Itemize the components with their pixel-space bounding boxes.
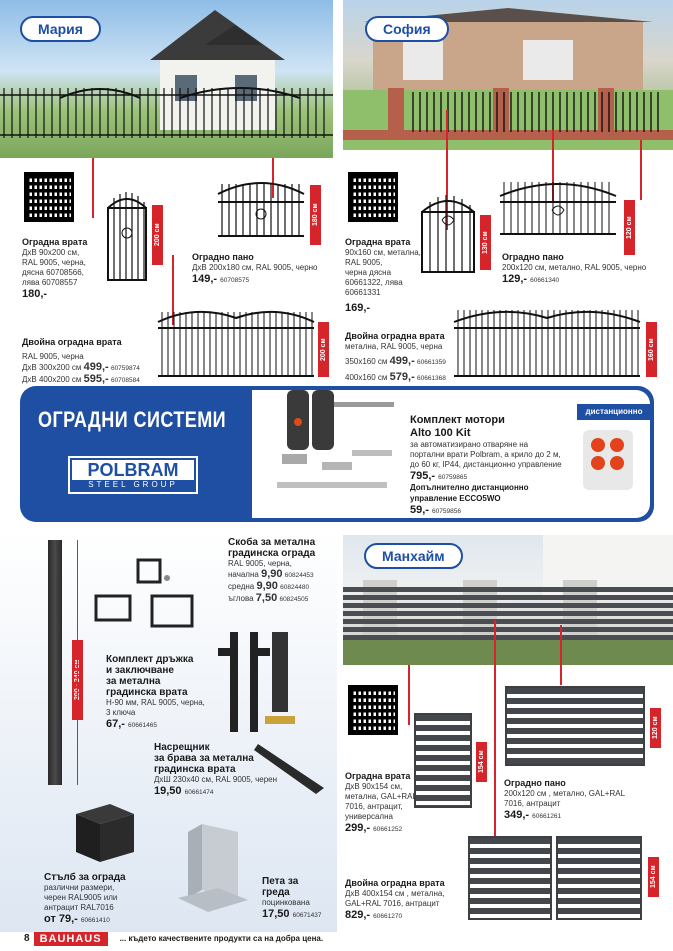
maria-gate-title: Оградна врата [22, 237, 88, 247]
post-price: от 79,- [44, 913, 78, 925]
handle-image [210, 628, 300, 738]
foot-plate-image [168, 818, 258, 928]
sofia-double-code: 60661368 [416, 375, 446, 382]
striker-price: 19,50 [154, 785, 182, 797]
remote-button-icon [591, 456, 605, 470]
motor-kit-price: 795,- [410, 470, 436, 482]
sofia-panel-height: 120 см [624, 200, 635, 255]
maria-gate-desc: лява 60708557 [22, 278, 78, 287]
sofia-double-title: Двойна оградна врата [345, 331, 445, 341]
manheim-gate-desc: 7016, антрацит, [345, 802, 403, 811]
sofia-gate-title: Оградна врата [345, 237, 411, 247]
manheim-double-price: 829,- [345, 909, 371, 921]
manheim-connector [494, 620, 496, 860]
sofia-tag: София [365, 16, 449, 42]
clip-code: 60824453 [284, 572, 314, 579]
manheim-panel-code: 60661261 [532, 813, 562, 820]
footer-slogan: ... където качествените продукти са на добра цена. [119, 934, 324, 943]
maria-panel-height: 180 см [310, 185, 321, 245]
maria-double-code: 60708584 [110, 377, 140, 384]
sofia-gate-image [418, 190, 478, 275]
maria-double-desc: RAL 9005, черна [22, 352, 84, 361]
manheim-panel-info [504, 778, 654, 821]
maria-gate-height: 200 см [152, 205, 163, 265]
manheim-panel-desc: 200х120 см , метално, GAL+RAL [504, 789, 626, 798]
maria-double-info [22, 337, 162, 386]
sofia-panel-price: 129,- [502, 273, 528, 285]
maria-panel-code: 60708575 [220, 277, 250, 284]
manheim-qr-code[interactable] [348, 685, 398, 735]
manheim-double-desc: ДхВ 400х154 см , метална, [345, 889, 445, 898]
post-image [48, 540, 62, 785]
manheim-tag: Манхайм [364, 543, 463, 569]
manheim-double-title: Двойна оградна врата [345, 878, 445, 888]
maria-panel-price: 149,- [192, 273, 218, 285]
clip-price: 9,90 [256, 580, 278, 592]
maria-gate-info [22, 237, 102, 300]
post-info [44, 872, 144, 925]
clip-desc: RAL 9005, черна, [228, 559, 292, 568]
maria-qr-code[interactable] [24, 172, 74, 222]
sofia-gate-desc: 90х160 см, метална, [345, 248, 421, 257]
sofia-panel-code: 60661340 [530, 277, 560, 284]
maria-double-size: ДхВ 300х200 см [22, 363, 82, 372]
extra-remote-title: управление ECCO5WO [410, 494, 501, 503]
extra-remote-price: 59,- [410, 504, 429, 516]
post-desc: черен RAL9005 или [44, 893, 118, 902]
manheim-double-gate-right [556, 836, 642, 920]
motor-kit-image [262, 382, 402, 512]
handle-desc: Н-90 мм, RAL 9005, черна, [106, 698, 205, 707]
maria-tag: Мария [20, 16, 101, 42]
sofia-panel-image [498, 172, 618, 242]
handle-price: 67,- [106, 718, 125, 730]
maria-panel-image [216, 172, 306, 242]
remote-button-icon [610, 456, 624, 470]
manheim-double-gate-left [468, 836, 552, 920]
striker-image [252, 738, 332, 798]
remote-image [583, 430, 633, 490]
post-desc: антрацит RAL7016 [44, 903, 114, 912]
sofia-double-size: 400х160 см [345, 373, 388, 382]
page-number: 8 [24, 933, 30, 944]
sofia-double-gate-image [452, 298, 642, 380]
striker-title: Насрещник [154, 742, 210, 753]
clip-title: градинска ограда [228, 548, 316, 559]
sofia-panel-title: Оградно пано [502, 252, 564, 262]
sofia-qr-code[interactable] [348, 172, 398, 222]
sofia-gate-desc: RAL 9005, [345, 258, 383, 267]
maria-double-size: ДхВ 400х200 см [22, 375, 82, 384]
manheim-gate-code: 60661252 [373, 826, 403, 833]
maria-double-price: 499,- [83, 361, 109, 373]
maria-panel-title: Оградно пано [192, 252, 254, 262]
manheim-gate-info [345, 771, 425, 834]
motor-kit-info [410, 414, 570, 516]
sofia-double-price: 579,- [389, 371, 415, 383]
extra-remote-code: 60759856 [432, 508, 461, 515]
manheim-gate-desc: ДхВ 90х154 см, [345, 782, 403, 791]
handle-code: 60661465 [128, 722, 157, 729]
foot-plate-desc: поцинкована [262, 898, 310, 907]
manheim-panel-title: Оградно пано [504, 778, 566, 788]
sofia-panel-info [502, 252, 667, 285]
maria-panel-info [192, 252, 332, 285]
handle-info [106, 654, 216, 730]
manheim-connector [408, 665, 410, 725]
maria-panel-desc: ДхВ 200х180 см, RAL 9005, черно [192, 263, 318, 272]
foot-plate-code: 60671437 [292, 912, 322, 919]
sofia-double-price: 499,- [389, 355, 415, 367]
foot-plate-title: греда [262, 887, 290, 898]
clip-variant: средна [228, 582, 255, 591]
foot-plate-info [262, 876, 338, 920]
bauhaus-logo[interactable]: BAUHAUS [34, 932, 108, 946]
maria-double-title: Двойна оградна врата [22, 337, 122, 347]
striker-code: 60661474 [184, 789, 214, 796]
polbram-logo-text: POLBRAM [72, 460, 194, 480]
striker-title: градинска врата [154, 764, 236, 775]
maria-gate-price: 180,- [22, 288, 48, 300]
manheim-double-info [345, 878, 465, 921]
clip-variant: начална [228, 570, 259, 579]
motor-kit-title: Alto 100 Kit [410, 427, 471, 439]
sofia-double-size: 350х160 см [345, 357, 388, 366]
remote-button-icon [610, 438, 624, 452]
sofia-gate-desc: черна дясна [345, 268, 392, 277]
extra-remote-title: Допълнително дистанционно [410, 483, 529, 492]
sofia-gate-price: 169,- [345, 302, 371, 314]
manheim-gate-height: 154 см [476, 742, 487, 782]
post-dim-line [77, 540, 78, 785]
post-title: Стълб за ограда [44, 872, 126, 883]
post-cap-image [70, 800, 140, 870]
remote-button-icon [591, 438, 605, 452]
maria-double-gate-image [156, 300, 316, 380]
motor-kit-desc: за автоматизирано отваряне на [410, 440, 529, 449]
manheim-connector [560, 625, 562, 685]
manheim-double-desc: GAL+RAL 7016, антрацит [345, 899, 440, 908]
banner-heading: ОГРАДНИ СИСТЕМИ [38, 407, 227, 432]
polbram-logo-subtext: STEEL GROUP [88, 480, 178, 489]
manheim-double-height: 154 см [648, 857, 659, 897]
clip-price: 7,50 [255, 592, 278, 604]
handle-title: градинска врата [106, 687, 188, 698]
maria-gate-image [104, 188, 150, 283]
clip-price: 9,90 [261, 568, 283, 580]
handle-title: и заключване [106, 665, 174, 676]
sofia-double-code: 60661359 [416, 359, 446, 366]
manheim-panel-height: 120 см [650, 708, 661, 748]
manheim-panel-desc: 7016, антрацит [504, 799, 561, 808]
manheim-gate-price: 299,- [345, 822, 371, 834]
maria-connector [92, 158, 94, 174]
sofia-connector [640, 140, 642, 200]
manheim-gate-desc: метална, GAL+RAL [345, 792, 417, 801]
manheim-panel-price: 349,- [504, 809, 530, 821]
sofia-gate-desc: 60661322, лява [345, 278, 403, 287]
maria-double-code: 60759874 [110, 365, 140, 372]
striker-desc: ДхШ 230х40 см, RAL 9005, черен [154, 775, 278, 784]
sofia-double-info [345, 331, 455, 384]
clip-code: 60824505 [279, 596, 309, 603]
motor-kit-desc: портални врати Polbram, а крило до 2 м, [410, 450, 561, 459]
clip-info [228, 537, 338, 605]
maria-double-price: 595,- [83, 373, 109, 385]
page-footer [0, 926, 673, 951]
remote-badge: дистанционно [577, 404, 651, 420]
post-code: 60661410 [80, 917, 110, 924]
clip-code: 60824480 [280, 584, 310, 591]
manheim-gate-title: Оградна врата [345, 771, 411, 781]
sofia-double-height: 160 см [646, 322, 657, 377]
motor-kit-desc: до 60 кг, IP44, дистанционно управление [410, 460, 562, 469]
striker-title: за брава за метална [154, 753, 254, 764]
sofia-gate-height: 130 см [480, 215, 491, 270]
foot-plate-price: 17,50 [262, 908, 290, 920]
handle-desc: 3 ключа [106, 708, 136, 717]
handle-title: за метална [106, 676, 161, 687]
manheim-double-code: 60661270 [373, 913, 403, 920]
manheim-gate-desc: универсална [345, 812, 393, 821]
clip-image [92, 556, 212, 640]
handle-title: Комплект дръжка [106, 654, 194, 665]
clip-title: Скоба за метална [228, 537, 316, 548]
motor-kit-code: 60759865 [438, 474, 468, 481]
maria-double-height: 200 см [318, 322, 329, 377]
maria-gate-desc: ДхВ 90х200 см, [22, 248, 80, 257]
sofia-double-desc: метална, RAL 9005, черна [345, 342, 443, 351]
sofia-gate-info [345, 237, 425, 314]
maria-gate-desc: дясна 60708566, [22, 268, 84, 277]
motor-kit-title: Комплект мотори [410, 414, 505, 426]
polbram-logo [68, 456, 198, 494]
maria-gate-desc: RAL 9005, черна, [22, 258, 86, 267]
manheim-panel-image [505, 686, 645, 766]
sofia-gate-desc: 60661331 [345, 288, 381, 297]
foot-plate-title: Пета за [262, 876, 299, 887]
clip-variant: ъглова [228, 594, 254, 603]
post-desc: различни размери, [44, 883, 115, 892]
sofia-panel-desc: 200х120 см, метално, RAL 9005, черно [502, 263, 647, 272]
